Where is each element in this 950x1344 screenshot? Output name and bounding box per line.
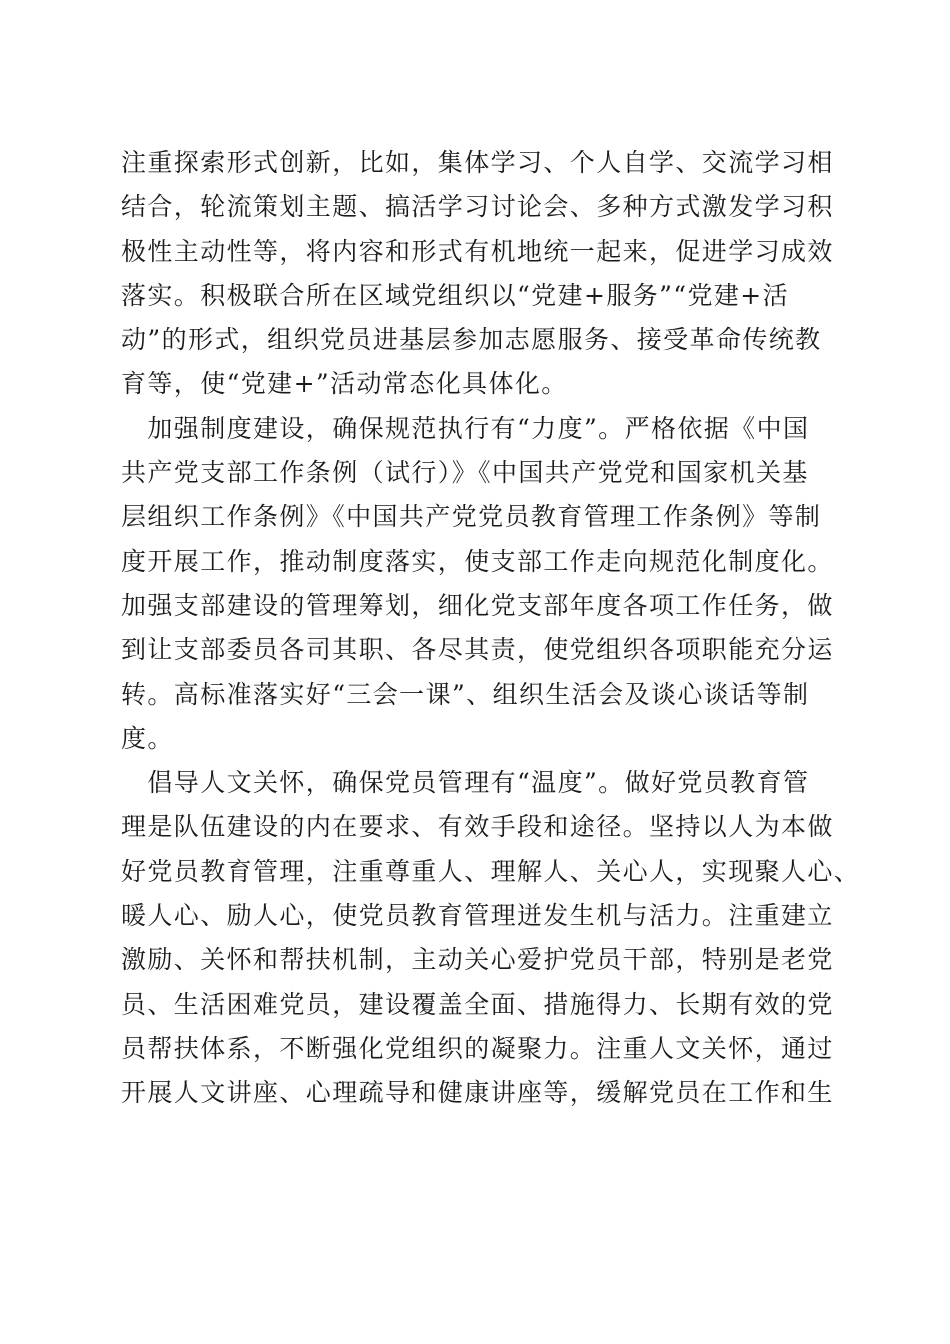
- text-line: 共产党支部工作条例（试行）》《中国共产党党和国家机关基: [121, 458, 809, 488]
- text-line: 开展人文讲座、心理疏导和健康讲座等，缓解党员在工作和生: [121, 1078, 834, 1108]
- text-line: 暖人心、励人心，使党员教育管理迸发生机与活力。注重建立: [121, 901, 834, 931]
- text-line: 倡导人文关怀，确保党员管理有“温度”。做好党员教育管: [121, 768, 810, 798]
- text-line: 转。高标准落实好“三会一课”、组织生活会及谈心谈话等制: [121, 679, 810, 709]
- text-line: 度开展工作，推动制度落实，使支部工作走向规范化制度化。: [121, 546, 834, 576]
- text-line: 极性主动性等，将内容和形式有机地统一起来，促进学习成效: [121, 236, 834, 266]
- text-line: 员帮扶体系，不断强化党组织的凝聚力。注重人文关怀，通过: [121, 1033, 834, 1063]
- text-line: 动”的形式，组织党员进基层参加志愿服务、接受革命传统教: [121, 325, 822, 355]
- paragraph-study-innovation: [121, 141, 834, 407]
- text-line: 落实。积极联合所在区域党组织以“党建+服务”“党建+活: [121, 280, 790, 310]
- text-line: 加强制度建设，确保规范执行有“力度”。严格依据《中国: [121, 413, 810, 443]
- text-line: 注重探索形式创新，比如，集体学习、个人自学、交流学习相: [121, 148, 834, 177]
- text-line: 理是队伍建设的内在要求、有效手段和途径。坚持以人为本做: [121, 812, 834, 842]
- paragraph-institution-building: [121, 407, 834, 761]
- paragraph-humanistic-care: [121, 761, 861, 1115]
- text-line: 结合，轮流策划主题、搞活学习讨论会、多种方式激发学习积: [121, 192, 834, 222]
- text-line: 育等，使“党建+”活动常态化具体化。: [121, 369, 568, 399]
- text-line: 好党员教育管理，注重尊重人、理解人、关心人，实现聚人心、: [121, 856, 861, 886]
- text-line: 层组织工作条例》《中国共产党党员教育管理工作条例》等制: [121, 502, 822, 532]
- text-line: 到让支部委员各司其职、各尽其责，使党组织各项职能充分运: [121, 635, 834, 665]
- text-line: 员、生活困难党员，建设覆盖全面、措施得力、长期有效的党: [121, 989, 834, 1019]
- document-body: [121, 141, 861, 1116]
- text-line: 度。: [121, 723, 174, 753]
- text-line: 激励、关怀和帮扶机制，主动关心爱护党员干部，特别是老党: [121, 945, 834, 975]
- text-line: 加强支部建设的管理筹划，细化党支部年度各项工作任务，做: [121, 590, 834, 620]
